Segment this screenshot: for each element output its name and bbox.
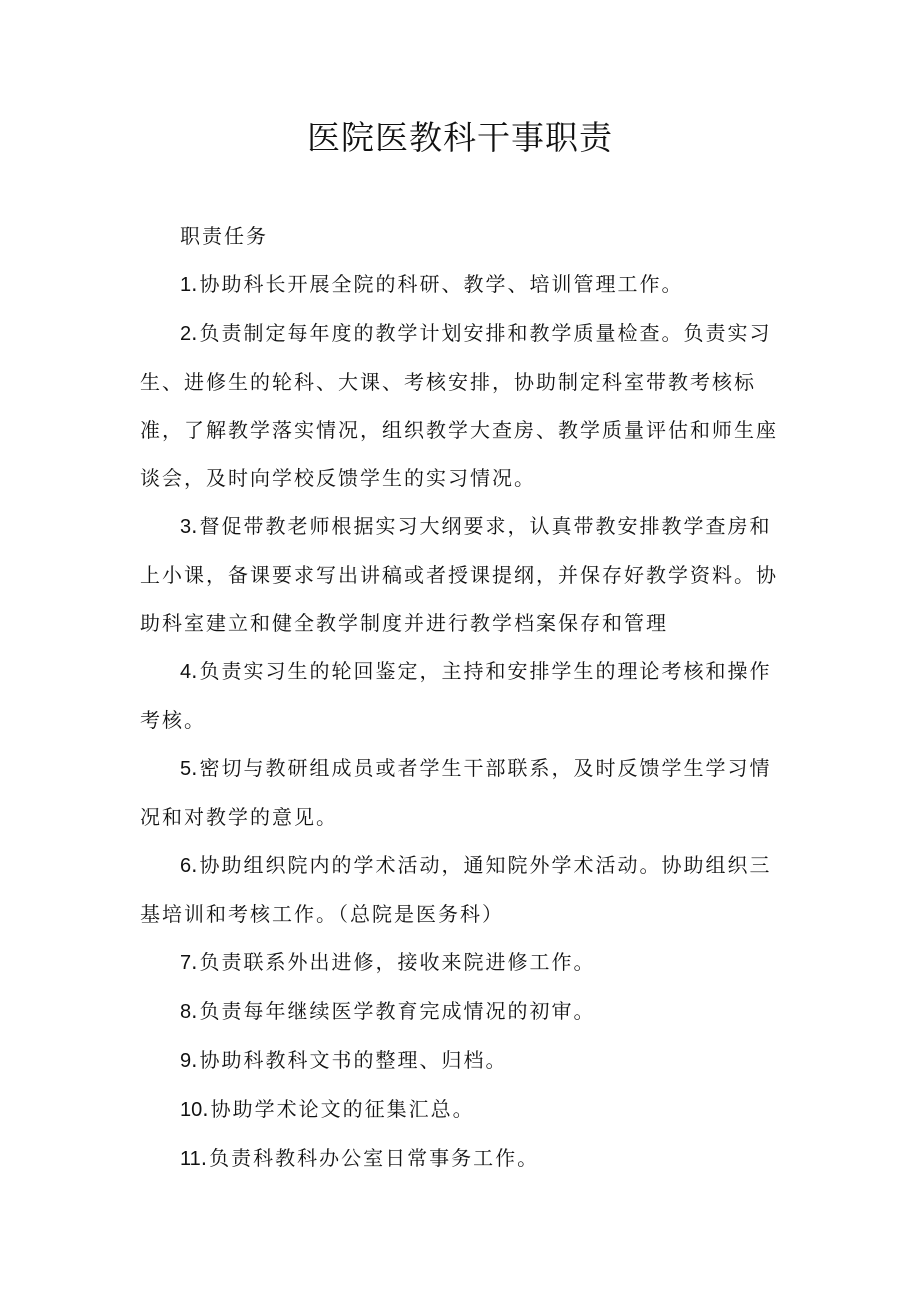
duty-item-6 [140, 841, 780, 938]
item-text: .负责实习生的轮回鉴定，主持和安排学生的理论考核和操作考核。 [140, 659, 772, 732]
duty-item-1 [140, 260, 780, 309]
document-title: 医院医教科干事职责 [307, 118, 613, 157]
item-text: .协助科长开展全院的科研、教学、培训管理工作。 [191, 272, 684, 296]
duty-item-7 [140, 938, 780, 987]
item-number: 10 [180, 1099, 203, 1121]
item-number: 8 [180, 1001, 192, 1023]
item-number: 9 [180, 1050, 192, 1072]
duty-item-4 [140, 647, 780, 744]
duty-item-9 [140, 1036, 780, 1085]
duty-item-3 [140, 502, 780, 647]
item-number: 1 [180, 274, 192, 296]
duty-item-11 [140, 1134, 780, 1183]
item-number: 2 [180, 323, 192, 345]
duty-item-2 [140, 309, 780, 502]
item-text: .协助组织院内的学术活动，通知院外学术活动。协助组织三基培训和考核工作。（总院是医务科） [140, 853, 772, 926]
item-number: 6 [180, 855, 192, 877]
item-text: .负责联系外出进修，接收来院进修工作。 [191, 950, 596, 974]
duty-item-8 [140, 987, 780, 1036]
item-number: 4 [180, 661, 192, 683]
item-text: .协助科教科文书的整理、归档。 [191, 1048, 508, 1072]
section-heading: 职责任务 [180, 224, 268, 248]
duty-item-10 [140, 1085, 780, 1134]
item-text: .密切与教研组成员或者学生干部联系，及时反馈学生学习情况和对教学的意见。 [140, 756, 772, 829]
item-number: 3 [180, 516, 192, 538]
item-text: .负责制定每年度的教学计划安排和教学质量检查。负责实习生、进修生的轮科、大课、考核安排，协助制定科室带教考核标准，了解教学落实情况，组织教学大查房、教学质量评估和师生座谈会，及时向学校反馈学生的实习情况。 [140, 321, 778, 490]
duty-item-5 [140, 744, 780, 841]
document-body [140, 212, 780, 1183]
item-text: .负责每年继续医学教育完成情况的初审。 [191, 999, 596, 1023]
item-number: 5 [180, 758, 192, 780]
item-number: 11 [180, 1148, 201, 1170]
item-text: .协助学术论文的征集汇总。 [202, 1097, 475, 1121]
item-text: .督促带教老师根据实习大纲要求，认真带教安排教学查房和上小课，备课要求写出讲稿或者授课提纲，并保存好教学资料。协助科室建立和健全教学制度并进行教学档案保存和管理 [140, 514, 778, 635]
item-text: .负责科教科办公室日常事务工作。 [200, 1146, 540, 1170]
item-number: 7 [180, 952, 192, 974]
